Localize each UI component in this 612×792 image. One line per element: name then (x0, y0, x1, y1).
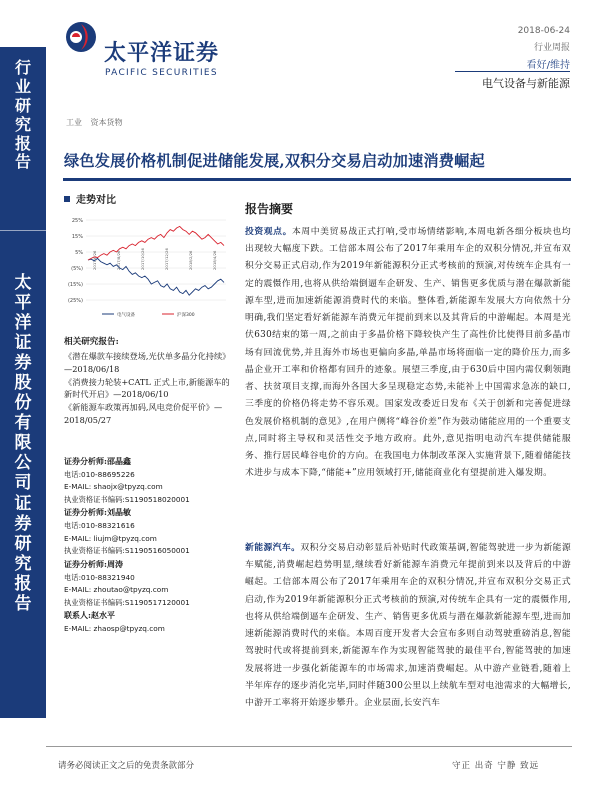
paragraph-lead: 投资观点。 (245, 227, 292, 237)
sidebar-char: 究 (14, 114, 31, 134)
x-tick-label: 2017/12/26 (164, 248, 169, 270)
header-rule (455, 71, 570, 72)
x-tick-label: 2018/2/26 (188, 250, 193, 270)
analyst-name: 周涛 (106, 558, 123, 569)
trend-heading (64, 191, 116, 206)
paragraph-text: 双积分交易启动彰显后补贴时代政策基调,智能驾驶进一步为新能源车赋能,消费崛起趋势明显,继续看好新能源车消费元年提前到来以及背后的中游崛起。工信部本周公布了2017年乘用车企的双积分情况,并宣布双积分交易正式启动,作为2019年新能源积分正式考核前的预演,对传统车企具有一定的震慑作用,也将从供给端倒逼车企研发、生产、销售更多优质与潜在爆款新能源车型,进而加速新能源消费时代的来临。本周百度开发者大会宣布多则自动驾驶重磅消息,智能驾驶时代或将提前到来,新能源车作为实现智能驾驶的最佳平台,智能驾驶的加速发展将进一步强化新能源车的市场需求,加速消费崛起。从中游产业链看,随着上半年库存的逐步消化完毕,同时伴随300公里以上续航车型对电池需求的大幅增长,中游开工率将开始逐步攀升。企业层面,长安汽车 (245, 543, 571, 709)
sidebar-char: 证 (14, 493, 32, 514)
sidebar-char: 报 (14, 133, 31, 153)
footer-disclaimer: 请务必阅读正文之后的免责条款部分 (58, 761, 195, 771)
tag: 资本货物 (90, 118, 123, 127)
trend-chart (60, 208, 230, 320)
sidebar-char: 股 (14, 373, 32, 394)
y-tick-label: (15%) (67, 282, 83, 288)
analyst-name: 邵晶鑫 (106, 456, 131, 466)
sidebar-char: 有 (14, 413, 32, 434)
sidebar-char: 太 (14, 273, 32, 293)
related-heading: 相关研究报告: (64, 337, 119, 347)
analyst-block (64, 455, 234, 506)
tag: 工业 (66, 118, 82, 127)
industry-tags (66, 117, 129, 128)
sidebar-char: 份 (14, 393, 32, 414)
sidebar-char: 券 (14, 353, 32, 374)
report-type: 行业周报 (533, 43, 570, 53)
analyst-email[interactable]: E-MAIL: shaojx@tpyzq.com (64, 482, 163, 492)
sidebar-bottom-label (0, 273, 46, 614)
y-tick-label: 15% (71, 234, 83, 240)
title-rule (63, 178, 571, 181)
sidebar (0, 47, 46, 718)
rating: 看好/维持 (526, 60, 570, 71)
contact-name: 赵水平 (90, 610, 115, 621)
analyst-block (64, 558, 234, 609)
x-tick-label: 2017/8/26 (116, 250, 121, 270)
analyst-phone: 电话:010-88321616 (64, 521, 135, 531)
logo-chinese-name: 太平洋证券 (104, 41, 220, 66)
contact-role (64, 609, 234, 623)
report-date: 2018-06-24 (517, 26, 570, 36)
pacific-logo-icon (63, 20, 99, 54)
paragraph-text: 本周中美贸易战正式打响,受市场情绪影响,本周电新各细分板块也均出现较大幅度下跌。工信部本周公布了2017年乘用车企的双积分情况,并宣布双积分交易正式启动,作为2019年新能源积分正式考核前的预演,对传统车企具有一定的震慑作用,也将从供给端倒逼车企研发、生产、销售更多优质与潜在爆款新能源车型,进而加速新能源消费时代的来临。整体看,新能源车发展大方向依然十分明确,我们坚定看好新能源车消费元年提前到来以及其背后的中游崛起。本周是光伏630结束的第一周,之前由于多晶价格下降较快产生了高性价比使得目前多晶市场有回流优势,并且海外市场也更偏向多晶,单晶市场将面临一定的降价压力,而多晶企业开工率和价格都有回升的迹象。展望三季度,由于630后中国内需仅剩领跑者、扶贫项目支撑,而海外各国大多呈现稳定态势,未能补上中国需求急冻的缺口,三季度的价格仍将走势不容乐观。国家发改委近日发布《关于创新和完善促进绿色发展价格机制的意见》,在用户侧将“峰谷价差”作为鼓动储能应用的一个重要支点,同时将主导权和灵活性交予地方政府。此外,意见指明电动汽车提供储能服务、推行居民峰谷电价的方向。在我国电力体制改革深入实施背景下,随着储能技术进步与成本下降,“储能+”应用领域打开,储能商业化有望提前进入爆发期。 (245, 227, 571, 479)
x-tick-label: 2018/4/26 (212, 250, 217, 270)
analyst-cert: 执业资格证书编码:S1190518020001 (64, 494, 190, 504)
square-bullet-icon (64, 196, 70, 202)
sidebar-top-label (0, 59, 46, 172)
y-tick-label: 5% (75, 250, 83, 256)
y-tick-label: (5%) (71, 266, 83, 272)
series-line (88, 226, 224, 260)
summary-heading-text: 报告摘要 (245, 202, 294, 216)
analyst-email[interactable]: E-MAIL: zhoutao@tpyzq.com (64, 585, 169, 595)
analyst-cert: 执业资格证书编码:S1190517120001 (64, 597, 190, 607)
y-tick-label: 25% (71, 218, 83, 224)
footer-motto: 守正 出奇 宁静 致远 (452, 761, 540, 771)
role-label: 证券分析师: (64, 507, 107, 518)
sector-name: 电气设备与新能源 (482, 77, 570, 90)
analyst-email[interactable]: E-MAIL: liujm@tpyzq.com (64, 533, 157, 543)
sidebar-char: 行 (14, 58, 31, 77)
role-label: 证券分析师: (64, 456, 107, 466)
summary-paragraph (245, 540, 571, 712)
analyst-block (64, 506, 234, 557)
analyst-role (64, 558, 234, 572)
sidebar-char: 司 (14, 473, 32, 494)
analyst-phone: 电话:010-88695226 (64, 469, 135, 479)
sidebar-char: 证 (14, 333, 32, 354)
sidebar-char: 平 (14, 293, 32, 314)
sidebar-char: 研 (14, 95, 31, 115)
summary-paragraph (245, 224, 571, 483)
related-item: 《潜在爆款车接续登场,光伏单多晶分化持续》—2018/06/18 (64, 351, 231, 375)
sidebar-char: 券 (14, 513, 32, 534)
analyst-role (64, 506, 234, 520)
sidebar-char: 公 (14, 453, 32, 474)
report-title: 绿色发展价格机制促进储能发展,双积分交易启动加速消费崛起 (64, 152, 485, 170)
series-line (88, 258, 224, 295)
role-label: 联系人: (64, 610, 91, 621)
legend-label: 沪深300 (177, 313, 195, 318)
x-tick-label: 2017/6/26 (92, 250, 97, 270)
paragraph-lead: 新能源汽车。 (245, 543, 301, 553)
trend-heading-text: 走势对比 (76, 195, 116, 206)
analyst-name: 刘晶敏 (106, 507, 131, 518)
sidebar-char: 业 (14, 76, 31, 96)
analyst-phone: 电话:010-88321940 (64, 572, 135, 582)
summary-heading (245, 200, 293, 217)
sidebar-char: 限 (14, 433, 32, 454)
logo-english-name: PACIFIC SECURITIES (105, 68, 218, 78)
sidebar-divider (0, 230, 46, 231)
sidebar-char: 告 (14, 593, 32, 614)
role-label: 证券分析师: (64, 558, 107, 569)
sidebar-char: 究 (14, 553, 32, 574)
sidebar-char: 研 (14, 533, 32, 554)
analyst-list (64, 455, 234, 635)
sidebar-char: 告 (14, 152, 31, 172)
related-item: 《新能源车政策再加码,风电竞价促平价》—2018/05/27 (64, 402, 223, 425)
y-tick-label: (25%) (67, 298, 83, 304)
sidebar-char: 洋 (14, 313, 32, 334)
contact-email[interactable]: E-MAIL: zhaosp@tpyzq.com (64, 623, 165, 633)
analyst-cert: 执业资格证书编码:S1190516050001 (64, 546, 190, 556)
contact-block (64, 609, 234, 635)
analyst-role (64, 455, 234, 469)
related-item: 《消费接力轮装+CATL 正式上市,新能源车的新时代开启》—2018/06/10 (64, 376, 230, 400)
legend-label: 电气设备 (117, 313, 135, 318)
x-tick-label: 2017/10/26 (140, 248, 145, 270)
sidebar-char: 报 (14, 573, 32, 594)
related-reports (64, 336, 234, 427)
footer-rule (46, 746, 572, 747)
